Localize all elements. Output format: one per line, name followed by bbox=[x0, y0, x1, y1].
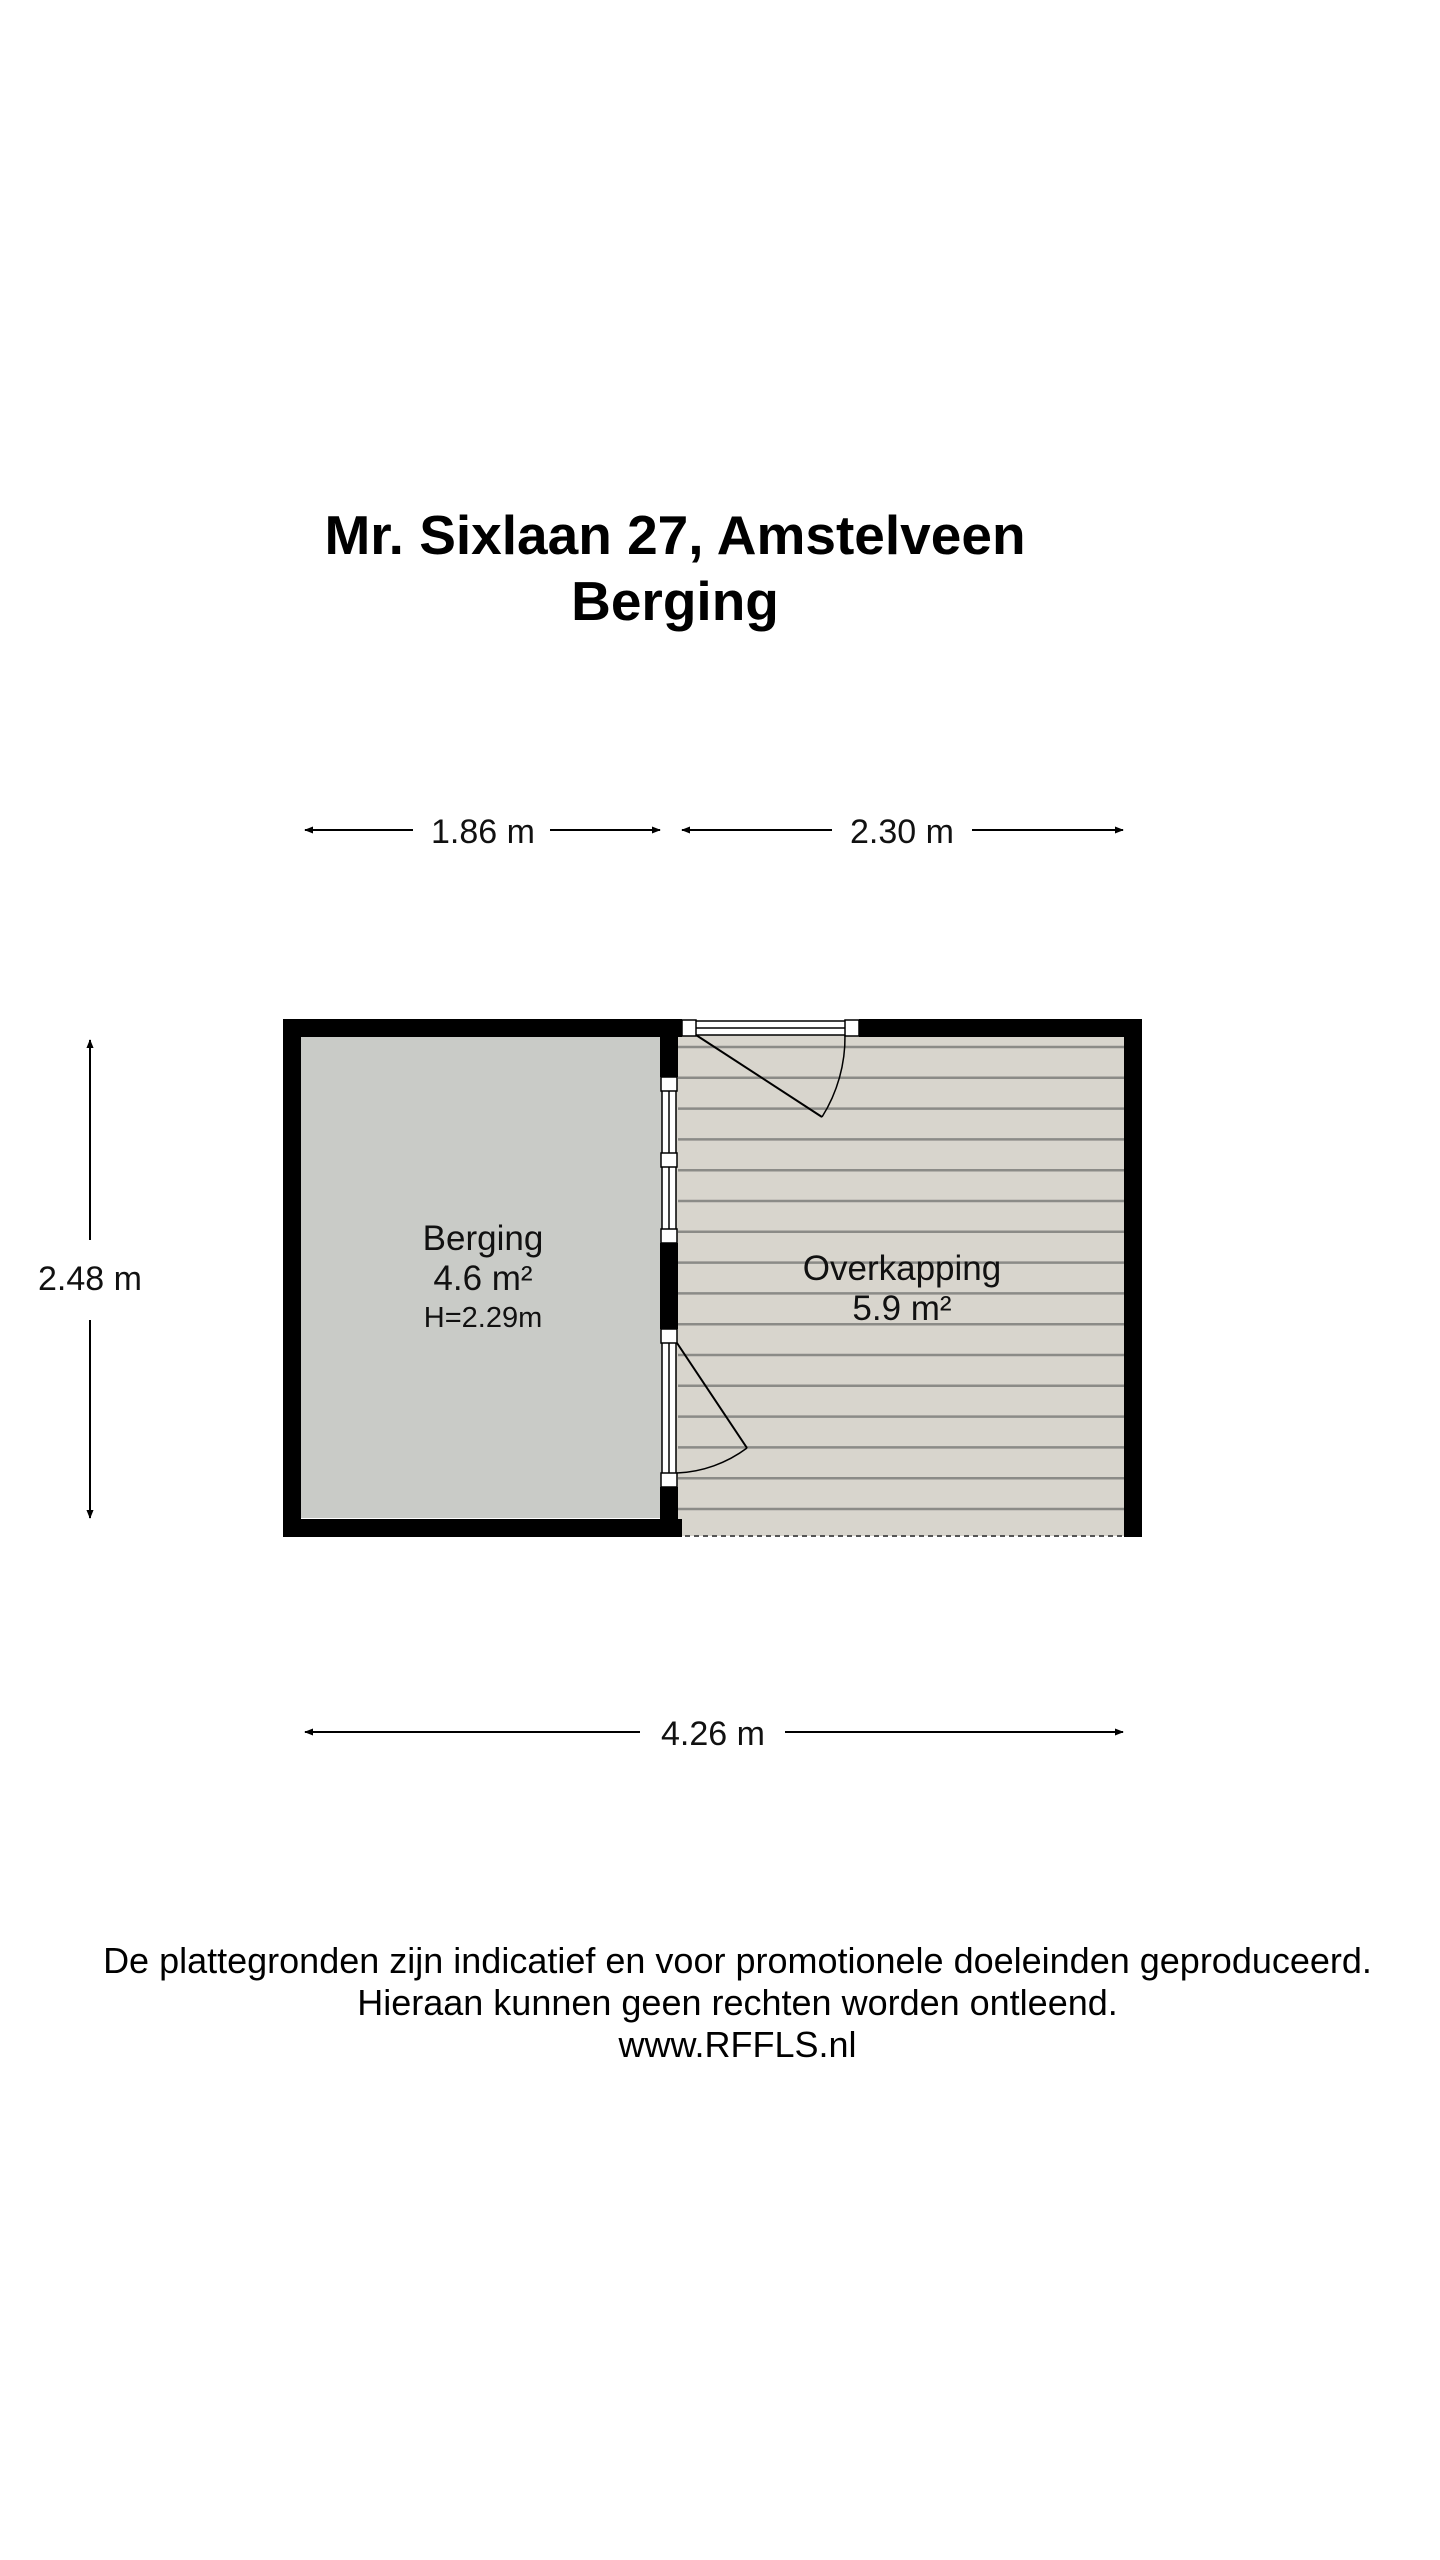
berging-area: 4.6 m² bbox=[433, 1259, 533, 1298]
overkapping-name: Overkapping bbox=[802, 1249, 1002, 1288]
berging-name: Berging bbox=[422, 1219, 544, 1258]
dimension-total-width bbox=[305, 1715, 1123, 1753]
wall-overkapping-right bbox=[1124, 1019, 1142, 1537]
wall-berging-left bbox=[283, 1019, 301, 1537]
wall-partition-middle bbox=[660, 1243, 678, 1329]
overkapping-area: 5.9 m² bbox=[852, 1289, 952, 1328]
dimension-top-right-label: 2.30 m bbox=[850, 813, 954, 851]
dimension-height-label: 2.48 m bbox=[38, 1260, 142, 1298]
wall-berging-bottom bbox=[283, 1519, 682, 1537]
dimension-total-width-label: 4.26 m bbox=[661, 1715, 765, 1753]
plan-floor-title: Berging bbox=[571, 570, 779, 632]
dimension-top-right bbox=[682, 813, 1123, 851]
disclaimer-line-1: De plattegronden zijn indicatief en voor promotionele doeleinden geproduceerd. bbox=[103, 1940, 1372, 1981]
wall-partition-bottom bbox=[660, 1487, 678, 1537]
dimension-top-left bbox=[305, 813, 660, 851]
berging-ceiling-height: H=2.29m bbox=[423, 1302, 543, 1334]
wall-overkapping-top bbox=[859, 1019, 1142, 1037]
dimension-height bbox=[38, 1040, 142, 1518]
dimension-top-left-label: 1.86 m bbox=[431, 813, 535, 851]
disclaimer-line-2: Hieraan kunnen geen rechten worden ontleend. bbox=[357, 1982, 1118, 2023]
wall-partition-top bbox=[660, 1019, 678, 1077]
disclaimer-website[interactable]: www.RFFLS.nl bbox=[618, 2024, 857, 2065]
wall-berging-top bbox=[283, 1019, 682, 1037]
plan-address-title: Mr. Sixlaan 27, Amstelveen bbox=[324, 504, 1026, 566]
berging-label bbox=[423, 1219, 544, 1334]
partition-window bbox=[661, 1077, 677, 1243]
